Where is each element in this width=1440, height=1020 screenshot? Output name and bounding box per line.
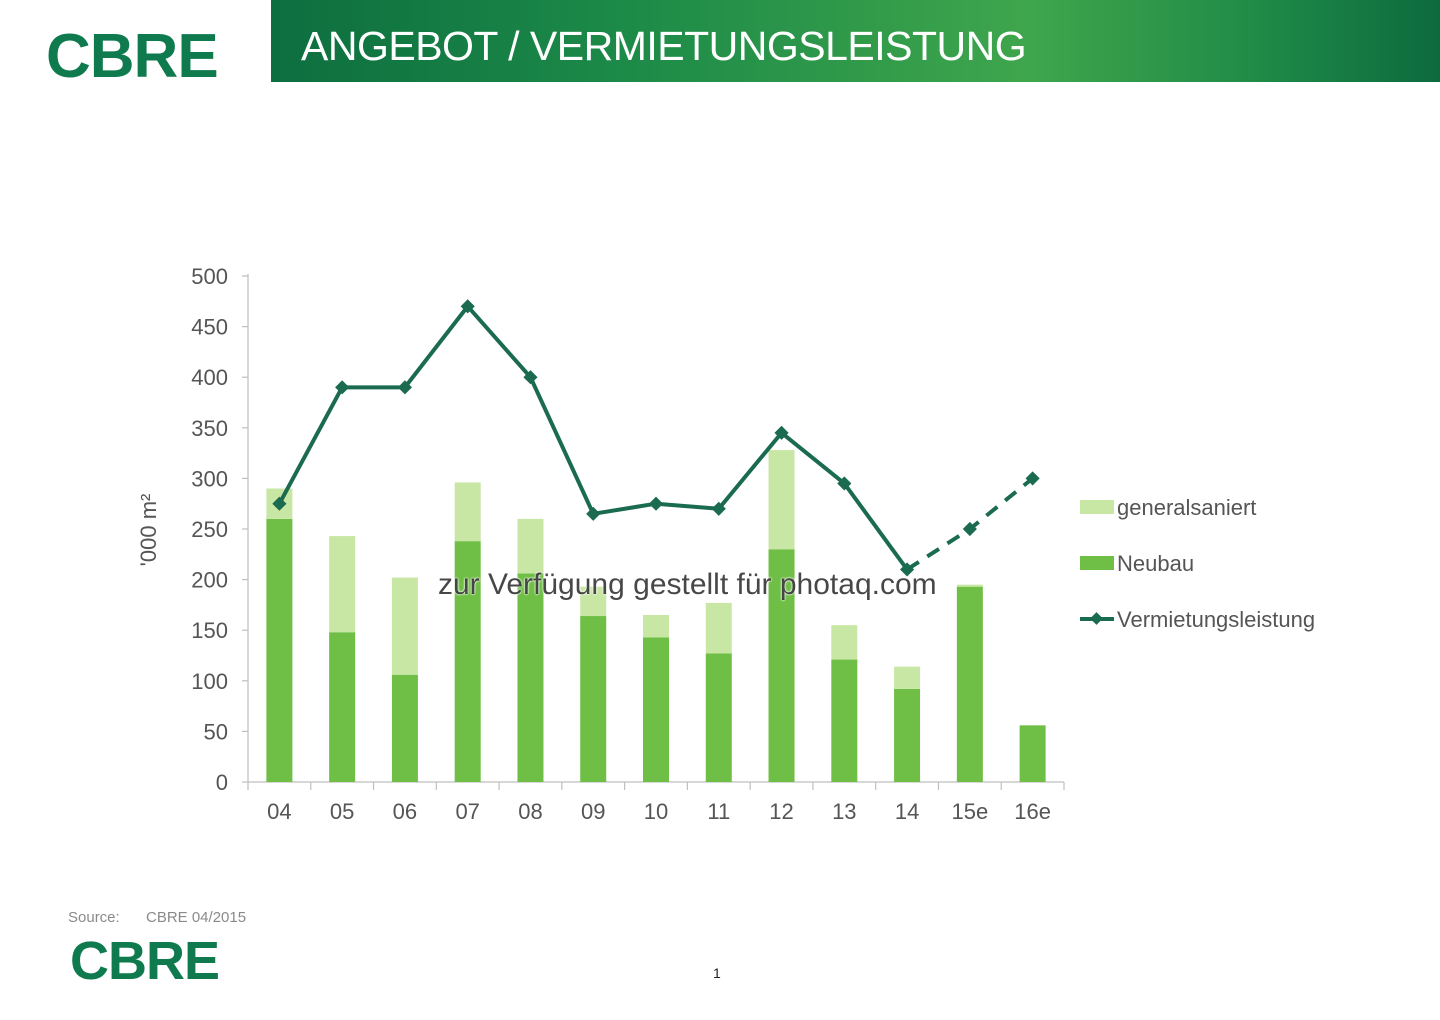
page-number: 1 [713,965,721,981]
bar-generalsaniert [894,667,920,689]
page-title: ANGEBOT / VERMIETUNGSLEISTUNG [301,23,1027,69]
vermietungsleistung-marker [586,507,600,521]
bar-neubau [831,660,857,782]
y-tick-label: 350 [191,415,228,441]
y-tick-label: 400 [191,365,228,391]
legend-label-neubau: Neubau [1117,551,1195,576]
y-tick-label: 100 [191,668,228,694]
legend-label-vermietungsleistung: Vermietungsleistung [1117,607,1316,632]
y-tick-label: 150 [191,618,228,644]
bar-generalsaniert [831,625,857,659]
y-tick-label: 250 [191,517,228,542]
bar-generalsaniert [329,536,355,632]
x-tick-label: 15e [951,799,989,824]
legend-swatch-neubau [1080,556,1114,570]
x-tick-label: 06 [392,799,418,824]
vermietungsleistung-marker [335,380,349,394]
x-tick-label: 16e [1014,799,1051,824]
bar-generalsaniert [706,603,732,654]
watermark: zur Verfügung gestellt für photaq.com [438,568,937,601]
cbre-logo-footer: CBRE [70,931,220,991]
bar-generalsaniert [643,615,669,637]
bar-neubau [957,587,983,782]
legend-swatch-marker [1090,612,1103,625]
y-tick-label: 200 [191,567,228,593]
bar-neubau [517,574,543,782]
source-value: CBRE 04/2015 [146,909,247,926]
x-tick-label: 09 [580,799,606,824]
y-tick-label: 500 [191,264,228,289]
bar-neubau [580,616,606,782]
y-axis-label: '000 m² [136,493,161,567]
bar-neubau [266,519,292,782]
vermietungsleistung-line [279,306,907,569]
y-tick-label: 300 [191,466,228,492]
x-tick-label: 11 [707,799,731,824]
x-tick-label: 10 [643,799,669,824]
x-tick-label: 13 [832,799,857,824]
x-tick-label: 05 [329,799,355,824]
bar-generalsaniert [392,578,418,675]
y-tick-label: 450 [191,314,228,340]
legend-label-generalsaniert: generalsaniert [1117,495,1257,520]
bar-neubau [643,637,669,782]
x-tick-label: 14 [894,799,920,824]
bar-generalsaniert [517,519,543,574]
bar-neubau [894,689,920,782]
cbre-logo: CBRE [46,22,218,91]
source-label: Source: [68,909,120,926]
x-tick-label: 12 [769,799,794,824]
bar-neubau [392,675,418,782]
bar-generalsaniert [455,482,481,541]
bar-neubau [706,653,732,782]
x-tick-label: 07 [455,799,480,824]
bar-neubau [329,632,355,782]
bar-neubau [1020,725,1046,782]
vermietungsleistung-marker [649,497,663,511]
legend-swatch-generalsaniert [1080,500,1114,514]
bar-generalsaniert [769,450,795,549]
y-tick-label: 50 [203,719,228,745]
x-tick-label: 08 [518,799,543,824]
bar-generalsaniert [957,585,983,587]
x-tick-label: 04 [267,799,292,824]
y-tick-label: 0 [215,770,228,795]
